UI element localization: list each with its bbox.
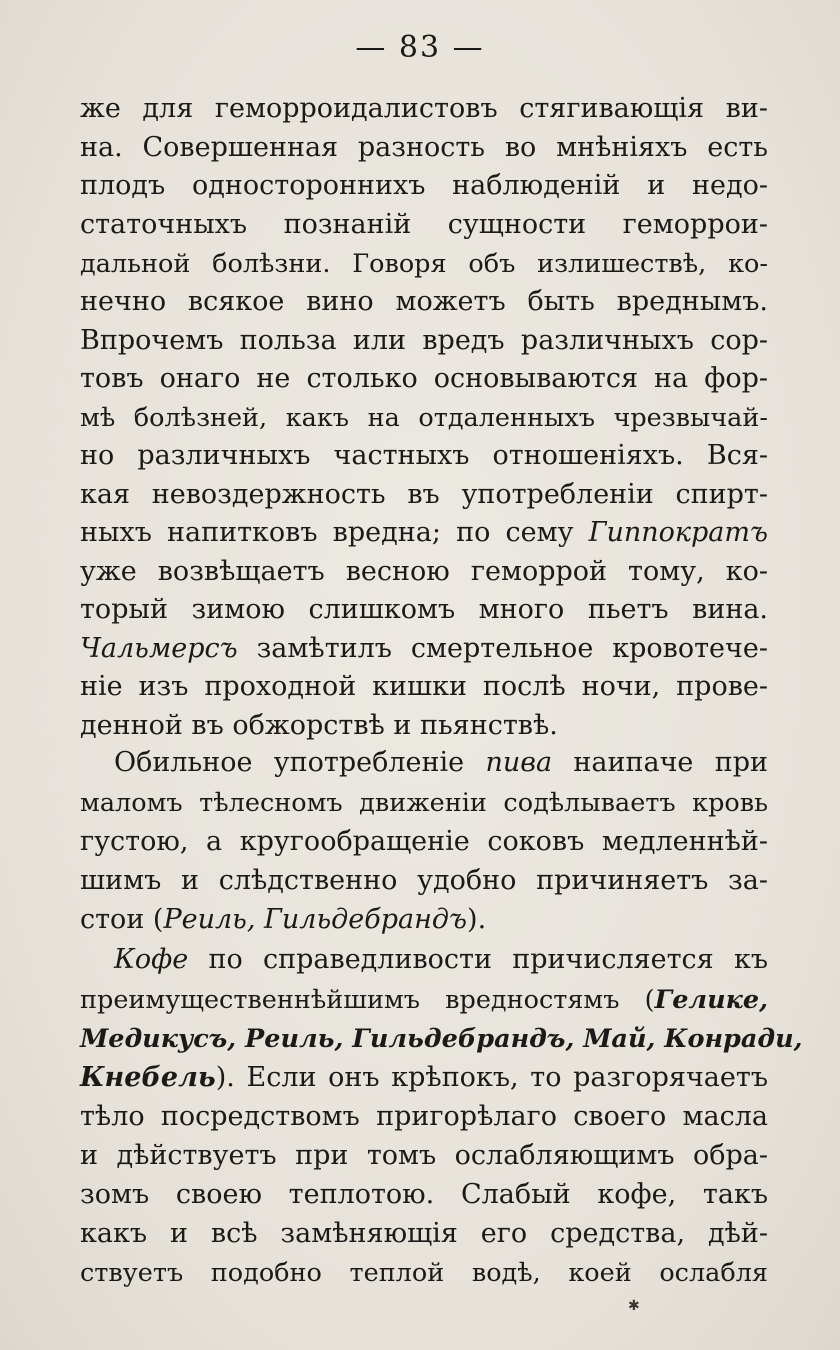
page-number: — 83 — <box>355 30 485 65</box>
emphasis-word: Кофе <box>114 944 189 975</box>
text-segment: замѣтилъ смертельное кровотече- <box>237 633 768 664</box>
text-segment: стои ( <box>80 904 164 935</box>
author-name: Гиппократъ <box>588 517 768 548</box>
text-line: ствуетъ подобно теплой водѣ, коей ослабля <box>80 1258 768 1288</box>
text-line: маломъ тѣлесномъ движеніи содѣлываетъ кровь <box>80 788 768 818</box>
text-line: густою, а кругообращеніе соковъ медленнѣй- <box>80 826 768 857</box>
text-line: на. Совершенная разность во мнѣніяхъ есть <box>80 132 768 163</box>
text-line: торый зимою слишкомъ много пьетъ вина. <box>80 594 768 625</box>
text-line: статочныхъ познаній сущности геморрои- <box>80 209 768 240</box>
text-line: и дѣйствуетъ при томъ ослабляющимъ обра- <box>80 1140 768 1171</box>
text-line: денной въ обжорствѣ и пьянствѣ. <box>80 710 558 741</box>
text-line: товъ онаго не столько основываются на фор- <box>80 363 768 394</box>
text-line: плодъ одностороннихъ наблюденій и недо- <box>80 170 768 201</box>
text-line: нечно всякое вино можетъ быть вреднымъ. <box>80 286 768 317</box>
text-line <box>80 980 768 1020</box>
text-line <box>114 940 768 980</box>
text-line: дальной болѣзни. Говоря объ излишествѣ, ко- <box>80 249 768 279</box>
author-name: Гелике, <box>654 985 768 1015</box>
text-line: кая невоздержность въ употребленіи спирт- <box>80 479 768 510</box>
author-name: Кнебель <box>80 1062 216 1093</box>
text-line: мѣ болѣзней, какъ на отдаленныхъ чрезвычай- <box>80 403 768 433</box>
text-line: какъ и всѣ замѣняющія его средства, дѣй- <box>80 1218 768 1249</box>
text-segment: ). <box>467 904 487 935</box>
text-line: Впрочемъ польза или вредъ различныхъ сор- <box>80 325 768 356</box>
text-line <box>80 900 768 940</box>
text-line: зомъ своею теплотою. Слабый кофе, такъ <box>80 1179 768 1210</box>
author-name: Медикусъ, Реиль, Гильдебрандъ, Май, Конради, <box>80 1024 803 1054</box>
text-line <box>80 513 768 553</box>
author-name: Реиль, Гильдебрандъ <box>163 904 468 935</box>
author-name: Чальмерсъ <box>80 633 238 664</box>
text-line <box>80 1058 768 1098</box>
text-line: ніе изъ проходной кишки послѣ ночи, прове- <box>80 671 768 702</box>
emphasis-word: пива <box>485 747 553 778</box>
text-line <box>80 629 768 669</box>
text-segment: Обильное употребленіе <box>114 747 486 778</box>
text-segment: преимущественнѣйшимъ вредностямъ ( <box>80 985 655 1015</box>
text-segment: наипаче при <box>552 747 769 778</box>
text-line: но различныхъ частныхъ отношеніяхъ. Вся- <box>80 440 768 471</box>
ink-speck: ✱ <box>628 1298 640 1314</box>
text-line: тѣло посредствомъ пригорѣлаго своего масла <box>80 1101 768 1132</box>
text-segment: по справедливости причисляется къ <box>188 944 768 975</box>
text-segment: ). Если онъ крѣпокъ, то разгорячаетъ <box>215 1062 768 1093</box>
text-segment: ныхъ напитковъ вредна; по сему <box>80 517 589 548</box>
text-line: уже возвѣщаетъ весною геморрой тому, ко- <box>80 556 768 587</box>
text-line: же для геморроидалистовъ стягивающія ви- <box>80 93 768 124</box>
text-line <box>80 1019 803 1059</box>
text-line <box>114 743 768 783</box>
text-line: шимъ и слѣдственно удобно причиняетъ за- <box>80 865 768 896</box>
